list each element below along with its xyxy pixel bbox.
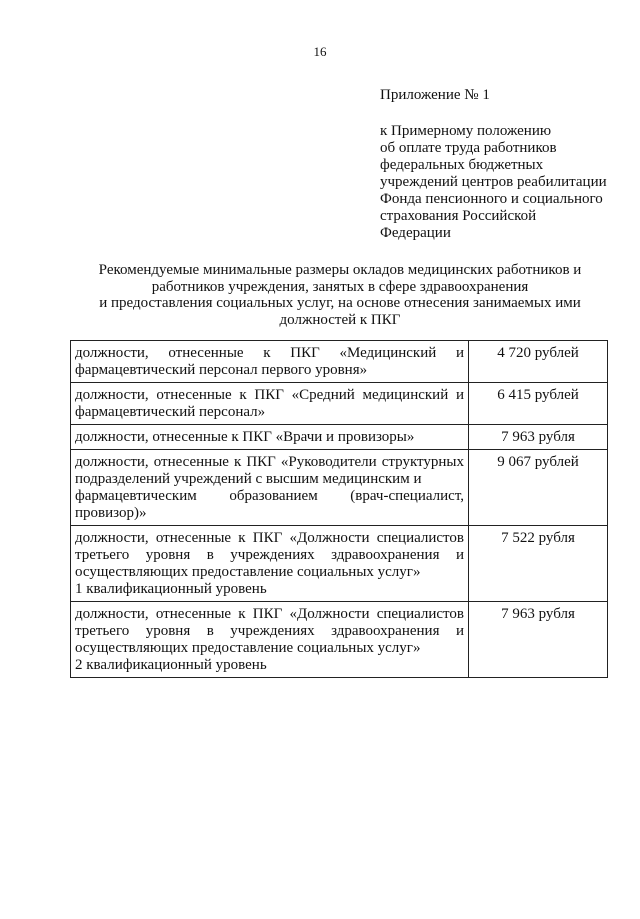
position-group-line: должности, отнесенные к ПКГ «Должности специалистов: [75, 530, 464, 546]
position-group-line: провизор)»: [75, 505, 147, 521]
salary-amount-cell: 6 415 рублей: [469, 383, 608, 425]
position-group-cell: [71, 602, 469, 678]
position-group-line: должности, отнесенные к ПКГ «Врачи и провизоры»: [75, 429, 415, 445]
table-row: [71, 425, 608, 450]
table-heading: [60, 262, 620, 328]
heading-line: и предоставления социальных услуг, на основе отнесения занимаемых ими: [99, 295, 581, 311]
heading-line: работников учреждения, занятых в сфере здравоохранения: [151, 278, 529, 295]
salary-table: [70, 340, 608, 678]
salary-amount-cell: 9 067 рублей: [469, 450, 608, 526]
position-group-line: осуществляющих предоставление социальных услуг»: [75, 640, 421, 656]
position-group-line: фармацевтический персонал первого уровня»: [75, 362, 368, 378]
salary-amount-cell: 7 963 рубля: [469, 425, 608, 450]
table-row: [71, 526, 608, 602]
position-group-line: подразделений учреждений с высшим медицинским и: [75, 471, 422, 487]
position-group-line: третьего уровня в учреждениях здравоохранения и: [75, 623, 464, 639]
heading-line: должностей к ПКГ: [279, 311, 401, 328]
salary-amount-cell: 4 720 рублей: [469, 341, 608, 383]
table-row: [71, 602, 608, 678]
salary-amount-cell: 7 963 рубля: [469, 602, 608, 678]
position-group-line: должности, отнесенные к ПКГ «Должности специалистов: [75, 606, 464, 622]
position-group-cell: [71, 383, 469, 425]
position-group-line: должности, отнесенные к ПКГ «Руководители структурных: [75, 454, 464, 470]
position-group-line: 1 квалификационный уровень: [75, 581, 267, 597]
position-group-line: должности, отнесенные к ПКГ «Медицинский и: [75, 345, 464, 361]
position-group-cell: [71, 526, 469, 602]
position-group-line: третьего уровня в учреждениях здравоохранения и: [75, 547, 464, 563]
appendix-reference: [380, 123, 607, 242]
appendix-title: Приложение № 1: [380, 87, 490, 103]
position-group-line: фармацевтическим образованием (врач-специалист,: [75, 488, 464, 504]
position-group-cell: [71, 425, 469, 450]
table-row: [71, 383, 608, 425]
appendix-line: Фонда пенсионного и социального: [380, 191, 603, 207]
position-group-line: должности, отнесенные к ПКГ «Средний медицинский и: [75, 387, 464, 403]
heading-line: Рекомендуемые минимальные размеры окладов медицинских работников и: [98, 262, 582, 278]
appendix-line: Федерации: [380, 225, 451, 241]
position-group-line: фармацевтический персонал»: [75, 404, 266, 420]
salary-amount-cell: 7 522 рубля: [469, 526, 608, 602]
position-group-line: осуществляющих предоставление социальных услуг»: [75, 564, 421, 580]
table-row: [71, 450, 608, 526]
page-number: 16: [313, 44, 327, 59]
table-row: [71, 341, 608, 383]
position-group-cell: [71, 341, 469, 383]
appendix-line: страхования Российской: [380, 208, 537, 224]
appendix-line: об оплате труда работников: [380, 140, 557, 156]
appendix-line: к Примерному положению: [380, 123, 552, 139]
position-group-line: 2 квалификационный уровень: [75, 657, 267, 673]
appendix-line: федеральных бюджетных: [380, 157, 544, 173]
appendix-line: учреждений центров реабилитации: [380, 174, 607, 190]
salary-table-body: [71, 341, 608, 678]
position-group-cell: [71, 450, 469, 526]
